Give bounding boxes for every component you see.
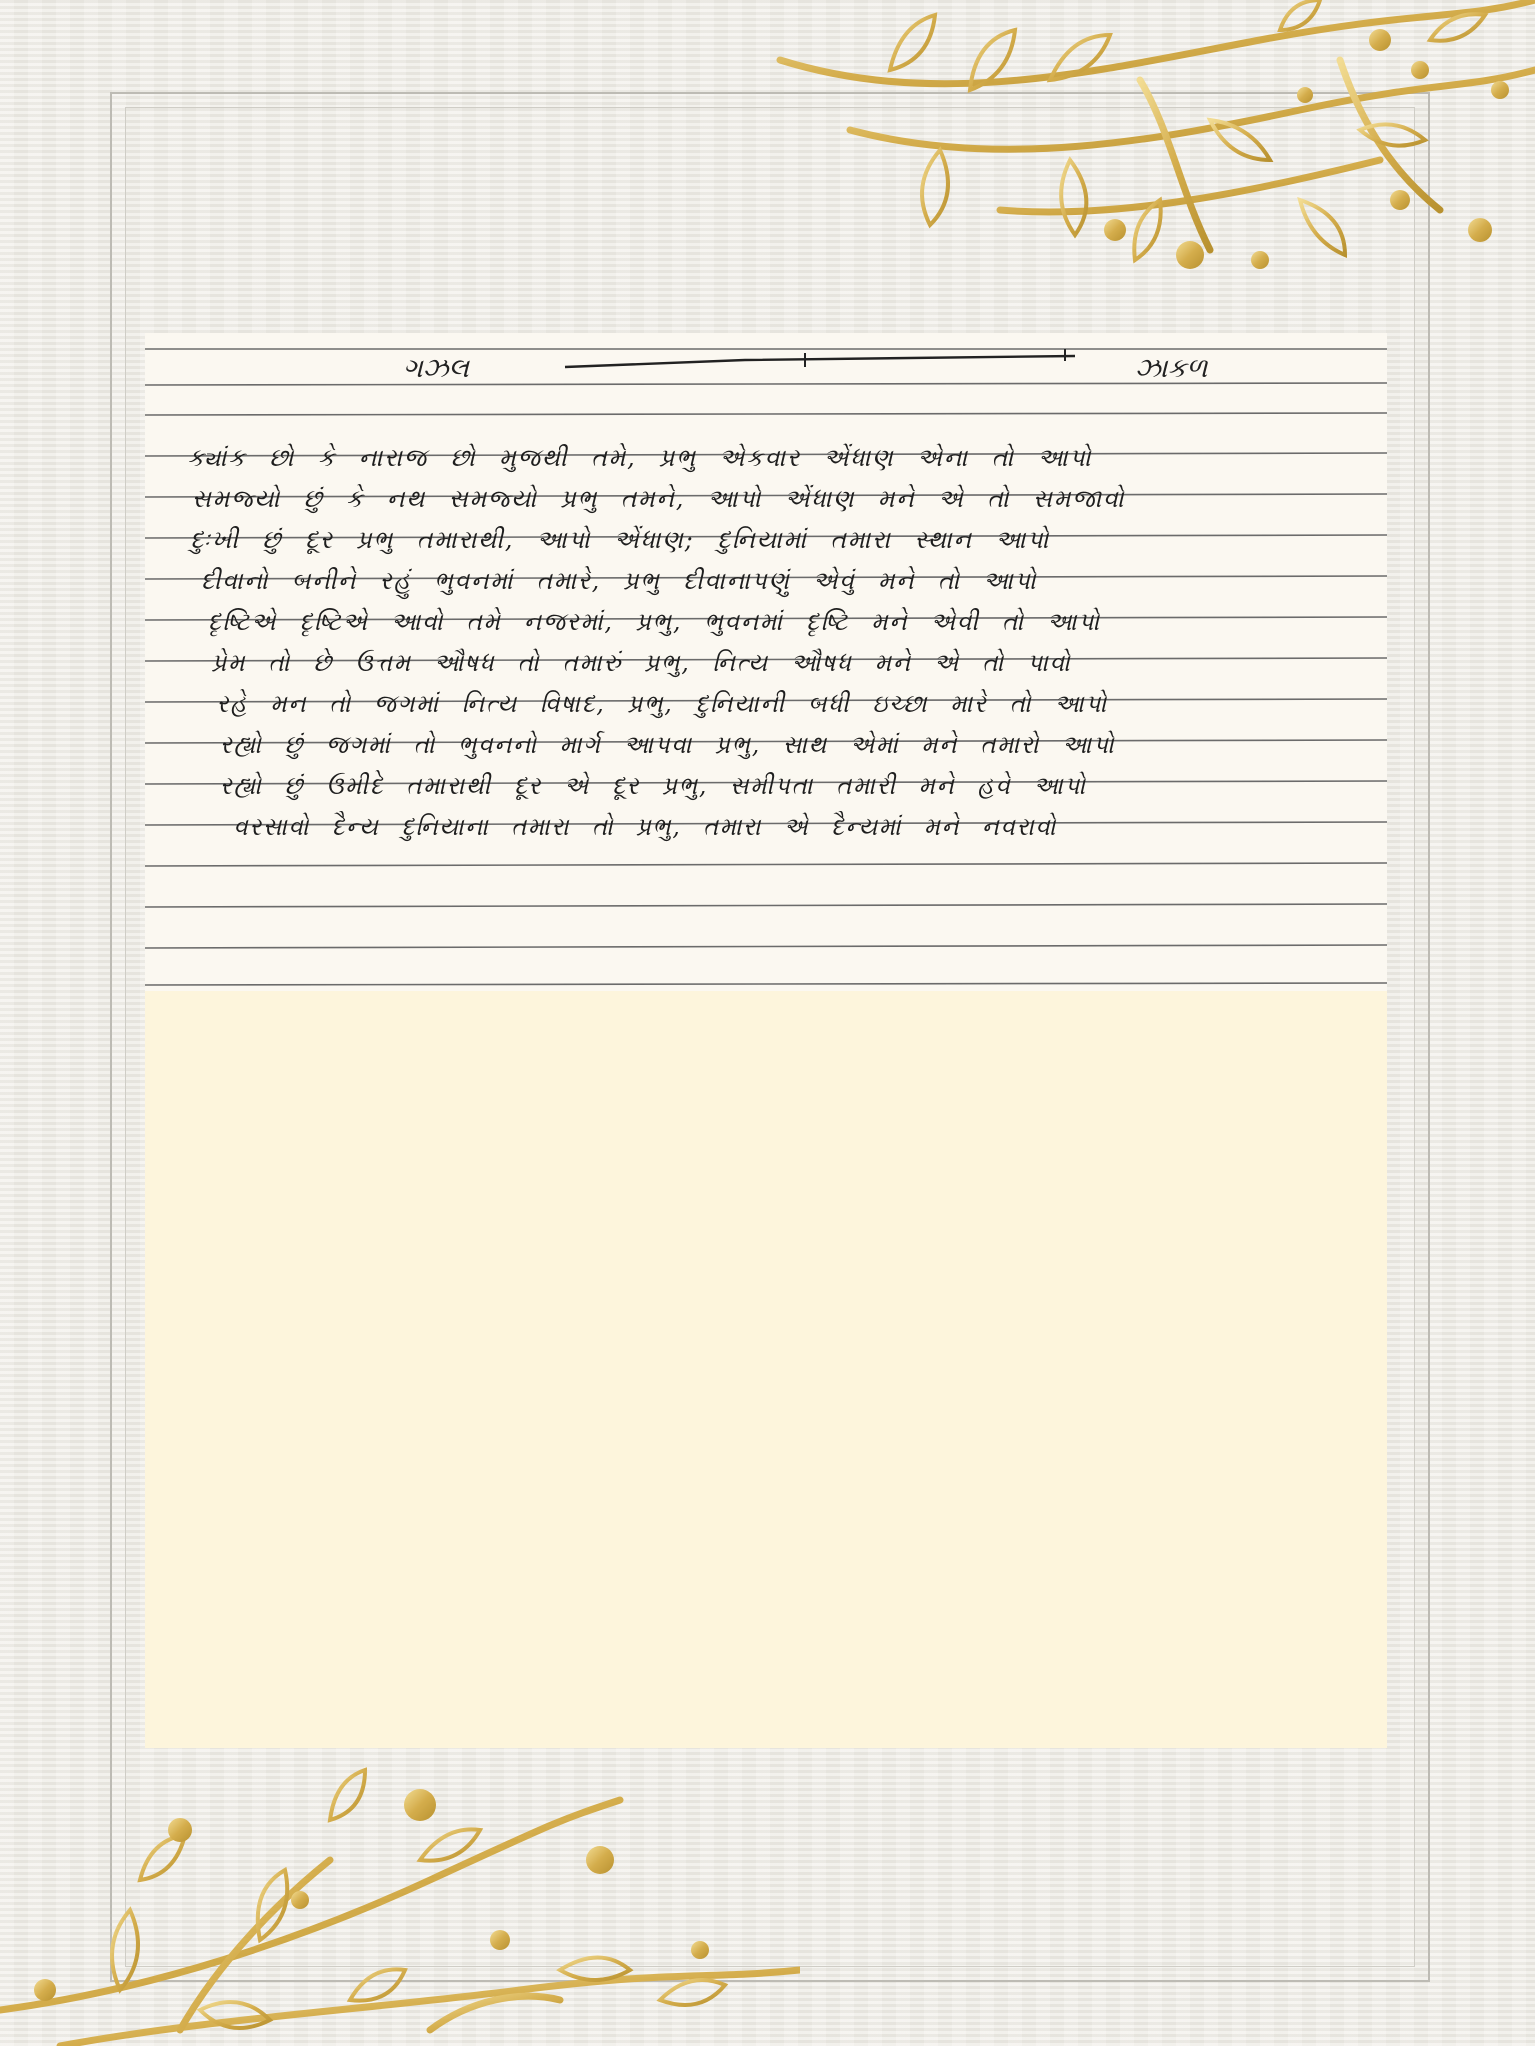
poem-line: સમજ્યો છું કે નથ સમજ્યો પ્રભુ તમને, આપો એંધાણ મને એ તો સમજાવો — [191, 484, 1126, 513]
gold-leaf-branch-icon — [0, 1760, 800, 2046]
poem-line: રહ્યો છું જગમાં તો ભુવનનો માર્ગ આપવા પ્રભુ, સાથ એમાં મને તમારો આપો — [220, 730, 1116, 759]
poem-line: દુઃખી છું દૂર પ્રભુ તમારાથી, આપો એંધાણ; દુનિયામાં તમારા સ્થાન આપો — [190, 525, 1051, 554]
handwritten-poem-scan — [145, 333, 1387, 991]
poem-line: રહે મન તો જગમાં નિત્ય વિષાદ, પ્રભુ, દુનિયાની બધી ઇચ્છા મારે તો આપો — [216, 689, 1109, 718]
poem-line: વરસાવો દૈન્ય દુનિયાના તમારા તો પ્રભુ, તમારા એ દૈન્યમાં મને નવરાવો — [233, 812, 1058, 841]
poem-title: ગઝલ — [403, 353, 469, 384]
poem-line: દૃષ્ટિએ દૃષ્ટિએ આવો તમે નજરમાં, પ્રભુ, ભુવનમાં દૃષ્ટિ મને એવી તો આપો — [207, 607, 1102, 636]
poem-line: ક્યાંક છો કે નારાજ છો મુજથી તમે, પ્રભુ એકવાર એંધાણ એના તો આપો — [187, 443, 1093, 472]
poem-line: પ્રેમ તો છે ઉત્તમ ઔષધ તો તમારું પ્રભુ, નિત્ય ઔષધ મને એ તો પાવો — [211, 648, 1072, 677]
blank-writing-panel — [145, 991, 1387, 1748]
poem-line: રહ્યો છું ઉમીદે તમારાથી દૂર એ દૂર પ્રભુ, સમીપતા તમારી મને હવે આપો — [220, 771, 1087, 800]
poem-author: ઝાકળ — [1135, 353, 1208, 384]
gold-leaf-branch-icon — [740, 0, 1535, 310]
poem-line: દીવાનો બનીને રહું ભુવનમાં તમારે, પ્રભુ દીવાનાપણું એવું મને તો આપો — [200, 566, 1038, 595]
